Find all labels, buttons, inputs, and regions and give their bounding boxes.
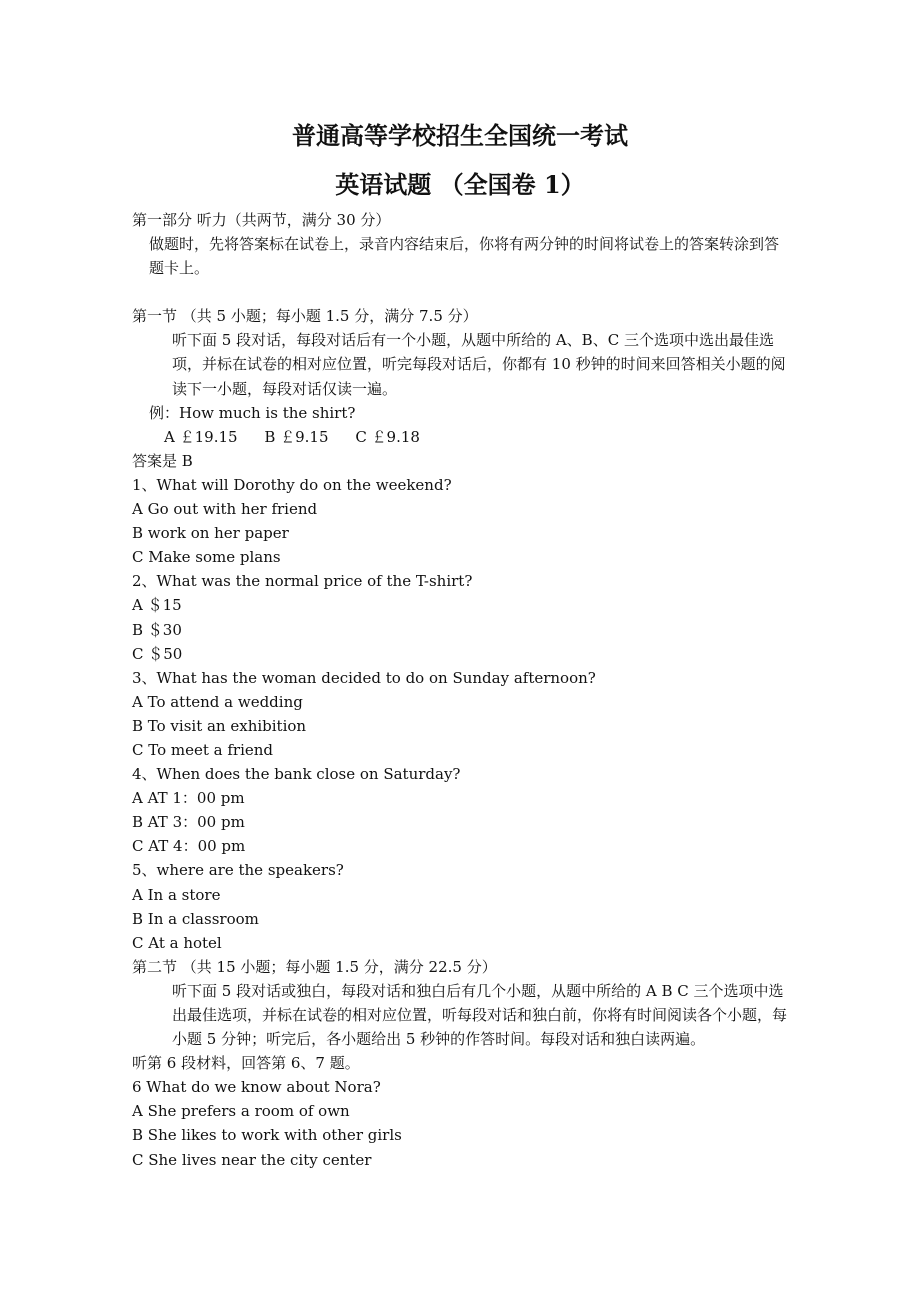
q3-option-b: B To visit an exhibition bbox=[132, 716, 307, 735]
section1-instructions: 听下面 5 段对话，每段对话后有一个小题，从题中所给的 A、B、C 三个选项中选出最佳选项，并标在试卷的相对应位置，听完每段对话后，你都有 10 秒钟的时间来回答相关小题的阅读下一小题，每段对话仅读一遍。 bbox=[172, 331, 786, 398]
section1-heading: 第一节 （共 5 小题；每小题 1.5 分，满分 7.5 分） bbox=[132, 307, 478, 326]
material-note: 听第 6 段材料，回答第 6、7 题。 bbox=[132, 1054, 360, 1073]
part1-heading: 第一部分 听力（共两节，满分 30 分） bbox=[132, 211, 391, 229]
example-option-b: B ￡9.15 bbox=[264, 427, 329, 446]
question-4: 4、When does the bank close on Saturday? bbox=[132, 765, 461, 784]
exam-title: 普通高等学校招生全国统一考试 bbox=[292, 121, 628, 150]
q5-option-a: A In a store bbox=[132, 885, 221, 904]
question-3: 3、What has the woman decided to do on Sunday afternoon? bbox=[132, 668, 596, 687]
question-5: 5、where are the speakers? bbox=[132, 861, 344, 880]
q5-option-b: B In a classroom bbox=[132, 909, 259, 928]
q2-option-a: A ＄15 bbox=[132, 596, 182, 615]
question-1: 1、What will Dorothy do on the weekend? bbox=[132, 475, 452, 494]
q2-option-b: B ＄30 bbox=[132, 620, 182, 639]
q1-option-a: A Go out with her friend bbox=[132, 500, 318, 519]
q4-option-c: C AT 4：00 pm bbox=[132, 837, 246, 856]
q2-option-c: C ＄50 bbox=[132, 644, 183, 663]
question-6: 6 What do we know about Nora? bbox=[132, 1078, 381, 1097]
q1-option-c: C Make some plans bbox=[132, 548, 281, 567]
question-2: 2、What was the normal price of the T-shirt? bbox=[132, 572, 473, 591]
q4-option-a: A AT 1：00 pm bbox=[132, 789, 245, 808]
example-answer: 答案是 B bbox=[132, 451, 193, 470]
q1-option-b: B work on her paper bbox=[132, 524, 289, 543]
q4-option-b: B AT 3：00 pm bbox=[132, 813, 245, 832]
q6-option-a: A She prefers a room of own bbox=[132, 1102, 350, 1121]
q6-option-b: B She likes to work with other girls bbox=[132, 1126, 402, 1145]
example-question: 例：How much is the shirt? bbox=[149, 403, 356, 422]
exam-subtitle: 英语试题 （全国卷 1） bbox=[335, 170, 585, 199]
q5-option-c: C At a hotel bbox=[132, 933, 222, 952]
q6-option-c: C She lives near the city center bbox=[132, 1150, 372, 1169]
section2-heading: 第二节 （共 15 小题；每小题 1.5 分，满分 22.5 分） bbox=[132, 957, 497, 976]
spacer bbox=[132, 280, 792, 304]
section2-instructions: 听下面 5 段对话或独白，每段对话和独白后有几个小题，从题中所给的 A B C 三个选项中选出最佳选项，并标在试卷的相对应位置，听每段对话和独白前，你将有时间阅读各个小题，每小题 5 分钟；听完后，各小题给出 5 秒钟的作答时间。每段对话和独白读两遍。 bbox=[172, 981, 788, 1049]
example-option-c: C ￡9.18 bbox=[355, 427, 420, 446]
part1-instructions: 做题时，先将答案标在试卷上，录音内容结束后，你将有两分钟的时间将试卷上的答案转涂到答题卡上。 bbox=[149, 235, 780, 278]
q3-option-a: A To attend a wedding bbox=[132, 692, 303, 711]
q3-option-c: C To meet a friend bbox=[132, 740, 274, 759]
exam-body bbox=[132, 208, 792, 1172]
example-options bbox=[132, 425, 792, 449]
example-option-a: A ￡19.15 bbox=[164, 427, 238, 446]
